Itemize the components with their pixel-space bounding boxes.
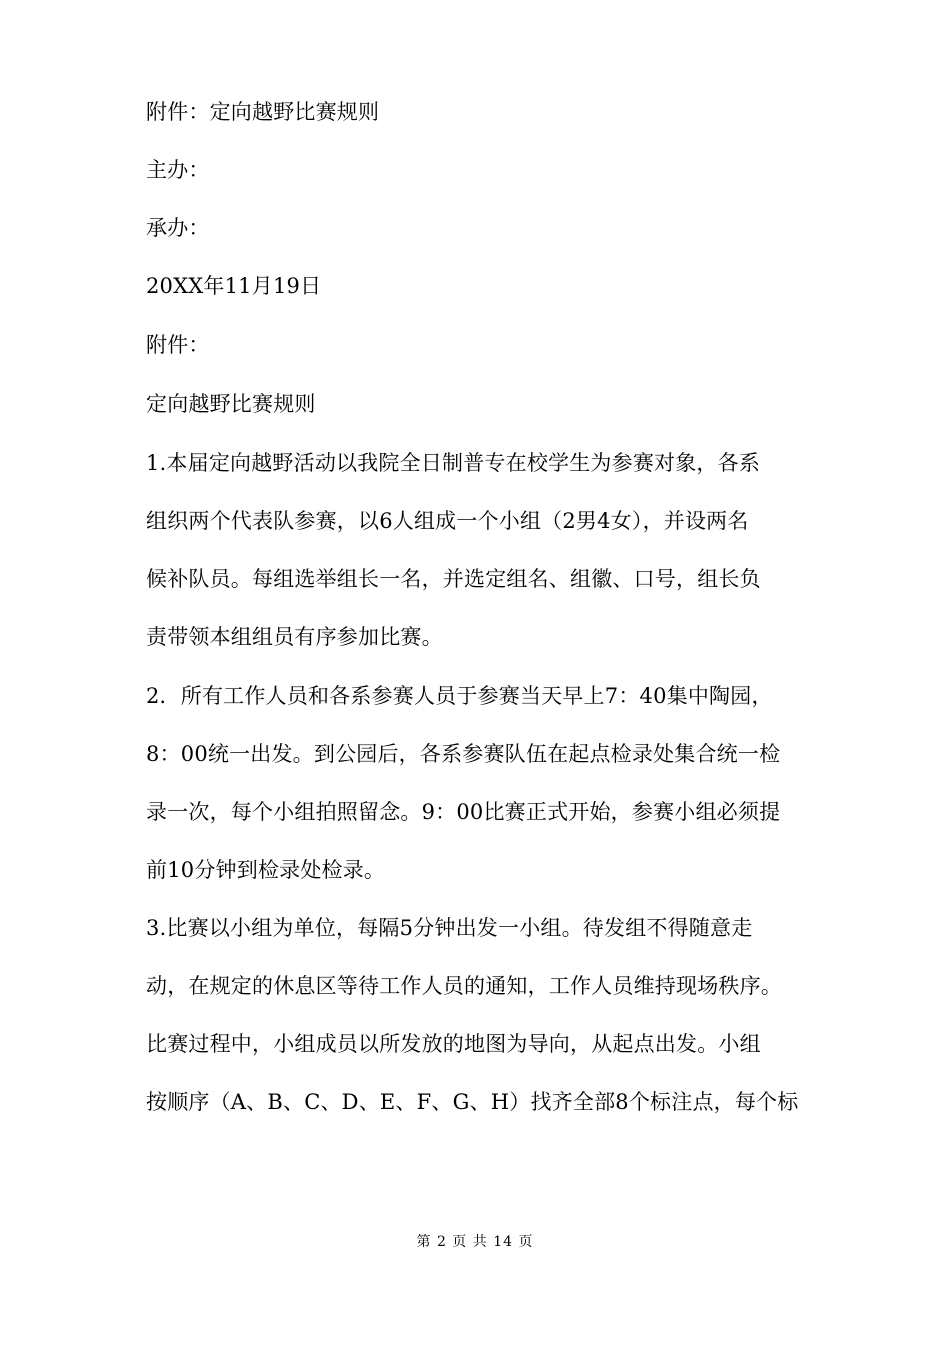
attachment-title-line: 附件：定向越野比赛规则 <box>146 100 380 124</box>
date-line: 20XX年11月19日 <box>146 274 322 298</box>
page-number-footer: 第 2 页 共 14 页 <box>416 1234 534 1250</box>
rule-3-line-2: 动，在规定的休息区等待工作人员的通知，工作人员维持现场秩序。 <box>146 974 782 998</box>
rule-3-line-3: 比赛过程中，小组成员以所发放的地图为导向，从起点出发。小组 <box>146 1032 761 1056</box>
rules-heading: 定向越野比赛规则 <box>146 392 316 416</box>
co-organizer-line: 承办： <box>146 216 210 240</box>
rule-1-line-2: 组织两个代表队参赛，以6人组成一个小组（2男4女），并设两名 <box>146 509 749 533</box>
rule-2-line-3: 录一次，每个小组拍照留念。9：00比赛正式开始，参赛小组必须提 <box>146 800 781 824</box>
rule-2-line-1: 2．所有工作人员和各系参赛人员于参赛当天早上7：40集中陶园， <box>146 684 773 708</box>
rule-2-line-4: 前10分钟到检录处检录。 <box>146 858 386 882</box>
rule-1-line-1: 1.本届定向越野活动以我院全日制普专在校学生为参赛对象，各系 <box>146 451 761 475</box>
rule-1-line-3: 候补队员。每组选举组长一名，并选定组名、组徽、口号，组长负 <box>146 567 761 591</box>
rule-1-line-4: 责带领本组组员有序参加比赛。 <box>146 625 443 649</box>
attachment-label-line: 附件： <box>146 333 210 357</box>
rule-3-line-1: 3.比赛以小组为单位，每隔5分钟出发一小组。待发组不得随意走 <box>146 916 753 940</box>
rule-2-line-2: 8：00统一出发。到公园后，各系参赛队伍在起点检录处集合统一检 <box>146 742 781 766</box>
organizer-line: 主办： <box>146 158 210 182</box>
rule-3-line-4: 按顺序（A、B、C、D、E、F、G、H）找齐全部8个标注点，每个标 <box>146 1090 799 1114</box>
